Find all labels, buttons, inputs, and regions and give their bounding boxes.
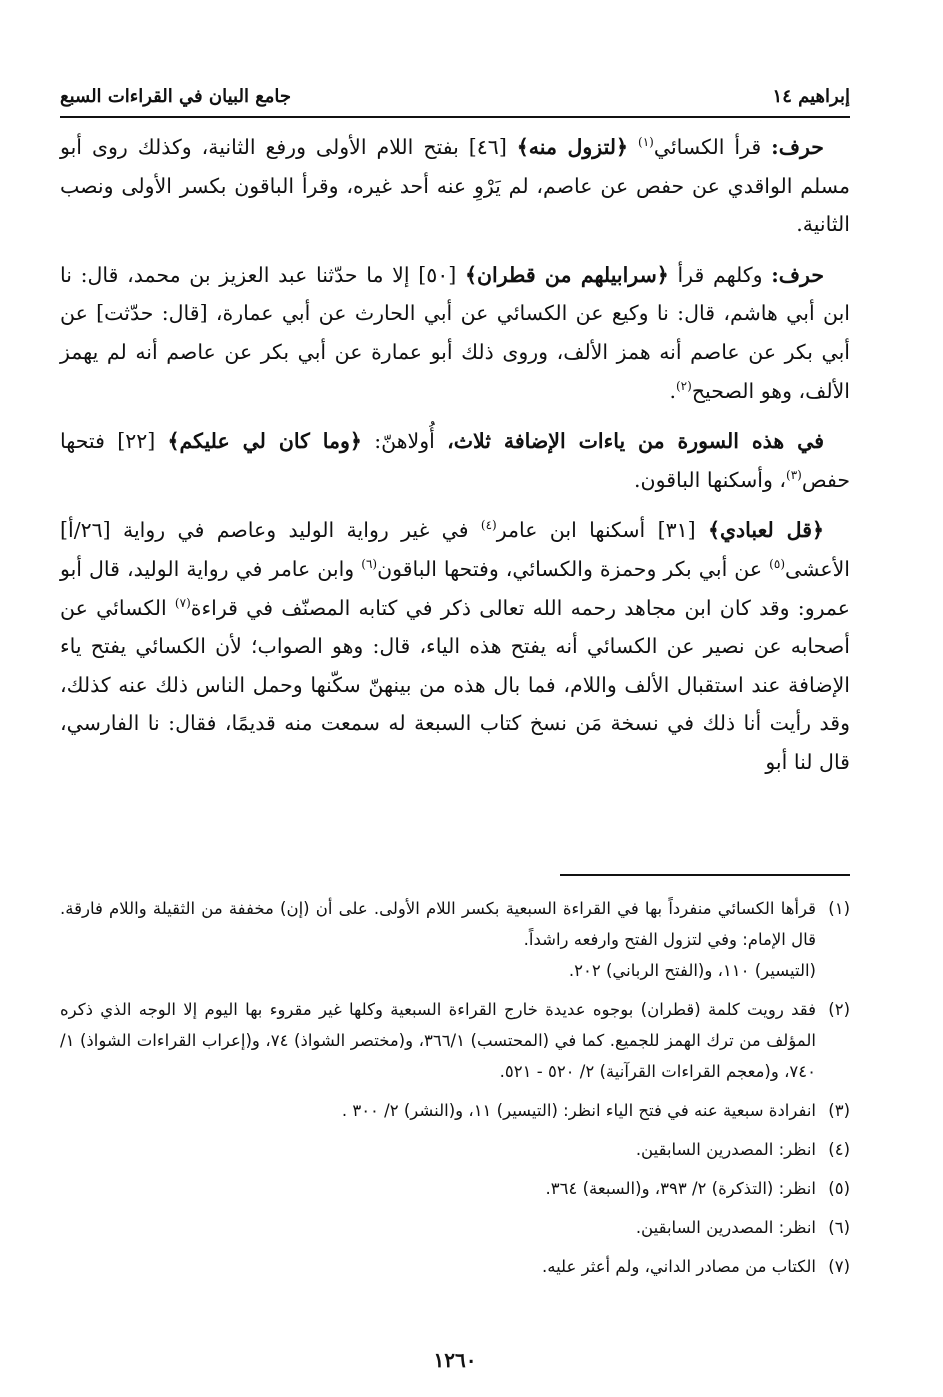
footnote bbox=[60, 1173, 850, 1204]
footnote-ref: (١) bbox=[638, 135, 654, 150]
footnote-number: (٣) bbox=[828, 1101, 850, 1120]
footnotes bbox=[60, 893, 850, 1290]
chapter-title: إبراهيم ١٤ bbox=[772, 86, 850, 107]
text-run: [٤٦] بفتح اللام الأولى ورفع الثانية، وكذلك روى أبو مسلم الواقدي عن حفص عن عاصم، لم يَرْوِ عنه أحد غيره، وقرأ الباقون بكسر الأولى ونصب الثانية. bbox=[60, 135, 850, 237]
page-number: ١٢٦٠ bbox=[433, 1348, 477, 1372]
text-run: وكلهم قرأ bbox=[668, 262, 772, 287]
footnote-number: (٥) bbox=[828, 1179, 850, 1198]
text-run: [٣١] أسكنها ابن عامر bbox=[496, 518, 708, 543]
footnote bbox=[60, 1251, 850, 1282]
footnote-ref: (٤) bbox=[480, 518, 497, 533]
footnote-number: (٦) bbox=[828, 1218, 850, 1237]
text-run: الكسائي عن أصحابه عن نصير عن الكسائي أنه يفتح هذه الياء، قال: وهو الصواب؛ لأن الكسائي يفتح ياء الإضافة عند استقبال الألف واللام، فما بال هذه من بينهنّ سكّنها وحمل الناس ذلك عنه كذلك، وقد رأيت أنا ذلك في نسخة مَن نسخ كتاب السبعة له سمعت منه قديمًا، فقال: نا الفارسي، قال لنا أبو bbox=[60, 595, 850, 774]
footnote-ref: (٦) bbox=[361, 557, 378, 572]
footnote bbox=[60, 1212, 850, 1243]
footnote-ref: (٣) bbox=[786, 467, 802, 482]
text-run: في غير رواية الوليد وعاصم في رواية [٢٦/أ] الأعشى bbox=[60, 518, 850, 581]
text-run: ، وأسكنها الباقون. bbox=[634, 467, 786, 492]
footnote bbox=[60, 1095, 850, 1126]
book-title: جامع البيان في القراءات السبع bbox=[60, 86, 292, 107]
footnote-number: (٧) bbox=[828, 1257, 850, 1276]
footnote-ref: (٢) bbox=[675, 378, 692, 393]
text-run: عن أبي بكر وحمزة والكسائي، وفتحها الباقون bbox=[377, 556, 770, 581]
running-head bbox=[60, 80, 850, 118]
footnote-number: (٤) bbox=[828, 1140, 850, 1159]
text-run: [٢٢] فتحها حفص bbox=[60, 429, 850, 492]
paragraph-2 bbox=[60, 256, 850, 410]
footnote-text: انفرادة سبعية عنه في فتح الياء انظر: (التيسير) ١١، و(النشر) ٢/ ٣٠٠ . bbox=[341, 1101, 816, 1120]
text-run: قرأ الكسائي bbox=[653, 135, 772, 159]
footnote-text: قرأها الكسائي منفرداً بها في القراءة السبعية بكسر اللام الأولى. على أن (إن) مخففة من الثقيلة واللام فارقة. قال الإمام: وفي لتزول الفتح وارفعه راشداً. bbox=[60, 899, 816, 949]
paragraph-3 bbox=[60, 422, 850, 499]
paragraph-4 bbox=[60, 511, 850, 781]
text-run: وابن عامر في رواية الوليد، قال أبو عمرو: وقد كان ابن مجاهد رحمه الله تعالى ذكر في كتابه المصنّف في قراءة bbox=[60, 556, 850, 620]
footnote-text: فقد رويت كلمة (قطران) بوجوه عديدة خارج القراءة السبعية وكلها غير مقروء بها اليوم إلا الوجه الذي ذكره المؤلف من ترك الهمز للجميع. كما في (المحتسب) ٣٦٦/١، و(مختصر الشواذ) ٧٤، و(إعراب القراءات الشواذ) ١/ ٧٤٠، و(معجم القراءات القرآنية) ٢/ ٥٢٠ - ٥٢١. bbox=[60, 1000, 817, 1081]
paragraph-1 bbox=[60, 128, 850, 244]
footnote-number: (١) bbox=[828, 899, 850, 918]
quran-quote: ﴿وما كان لي عليكم﴾ bbox=[167, 429, 362, 454]
footnote bbox=[60, 893, 850, 986]
quran-quote: ﴿قل لعبادي﴾ bbox=[707, 518, 825, 543]
footnote bbox=[60, 994, 850, 1087]
text-run bbox=[628, 135, 638, 159]
quran-quote: ﴿سرابيلهم من قطران﴾ bbox=[464, 262, 669, 287]
text-run: أُولاهنّ: bbox=[361, 429, 448, 454]
footnote-separator bbox=[560, 874, 850, 876]
text-run: [٥٠] إلا ما حدّثنا عبد العزيز بن محمد، قال: نا ابن أبي هاشم، قال: نا وكيع عن الكسائي عن أبي الحارث عن أبي عمارة، [قال: حدّثت] عن أبي بكر عن عاصم أنه همز الألف، وروى ذلك أبو عمارة عن أبي بكر عن عاصم أنه لم يهمز الألف، وهو الصحيح bbox=[60, 262, 850, 403]
footnote-text: انظر: المصدرين السابقين. bbox=[635, 1140, 816, 1159]
main-text bbox=[60, 128, 850, 794]
paragraph-lead: حرف: bbox=[771, 262, 825, 287]
paragraph-lead: حرف: bbox=[771, 135, 824, 159]
footnote-number: (٢) bbox=[828, 1000, 850, 1019]
footnote-text: (التيسير) ١١٠، و(الفتح الرباني) ٢٠٢. bbox=[568, 961, 816, 980]
footnote bbox=[60, 1134, 850, 1165]
book-page bbox=[60, 0, 850, 1397]
footnote-text: انظر: المصدرين السابقين. bbox=[635, 1218, 816, 1237]
text-run: . bbox=[669, 378, 676, 403]
footnote-text: انظر: (التذكرة) ٢/ ٣٩٣، و(السبعة) ٣٦٤. bbox=[545, 1179, 816, 1198]
footnote-ref: (٥) bbox=[769, 557, 785, 572]
footnote-ref: (٧) bbox=[174, 595, 191, 610]
quran-quote: ﴿لتزول منه﴾ bbox=[516, 135, 629, 159]
paragraph-lead: في هذه السورة من ياءات الإضافة ثلاث، bbox=[447, 429, 824, 454]
footnote-text: الكتاب من مصادر الداني، ولم أعثر عليه. bbox=[541, 1257, 816, 1276]
